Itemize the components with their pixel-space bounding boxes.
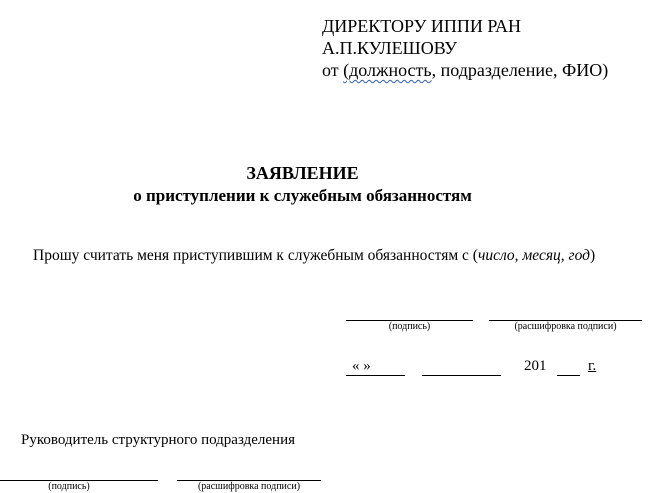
date-year-prefix: 201 [524,358,547,374]
manager-decode-caption: (расшифровка подписи) [197,481,301,492]
manager-signature-caption: (подпись) [48,481,90,492]
date-year-line[interactable] [557,375,580,376]
position-placeholder: (должность [343,60,432,80]
date-year-suffix: г. [588,358,597,374]
statement-text-main: Прошу считать меня приступившим к служебным обязанностям с ( [33,247,478,264]
statement-text [33,247,595,265]
document-subtitle: о приступлении к служебным обязанностям [133,186,472,205]
signature-decode-caption: (расшифровка подписи) [514,321,617,332]
date-day-line[interactable] [346,375,405,376]
signature-caption: (подпись) [388,321,431,332]
addressee-line-2: А.П.КУЛЕШОВУ [322,38,458,58]
document-title: ЗАЯВЛЕНИЕ [246,163,359,183]
addressee-line-3 [322,60,608,81]
from-suffix: , подразделение, ФИО) [431,60,609,80]
statement-text-end: ) [590,247,596,264]
date-placeholder: число, месяц, год [477,247,590,264]
addressee-line-1: ДИРЕКТОРУ ИППИ РАН [322,16,522,36]
manager-label: Руководитель структурного подразделения [21,432,295,448]
from-prefix: от [322,60,344,80]
date-month-line[interactable] [422,375,501,376]
date-day-quotes: « » [352,358,371,374]
